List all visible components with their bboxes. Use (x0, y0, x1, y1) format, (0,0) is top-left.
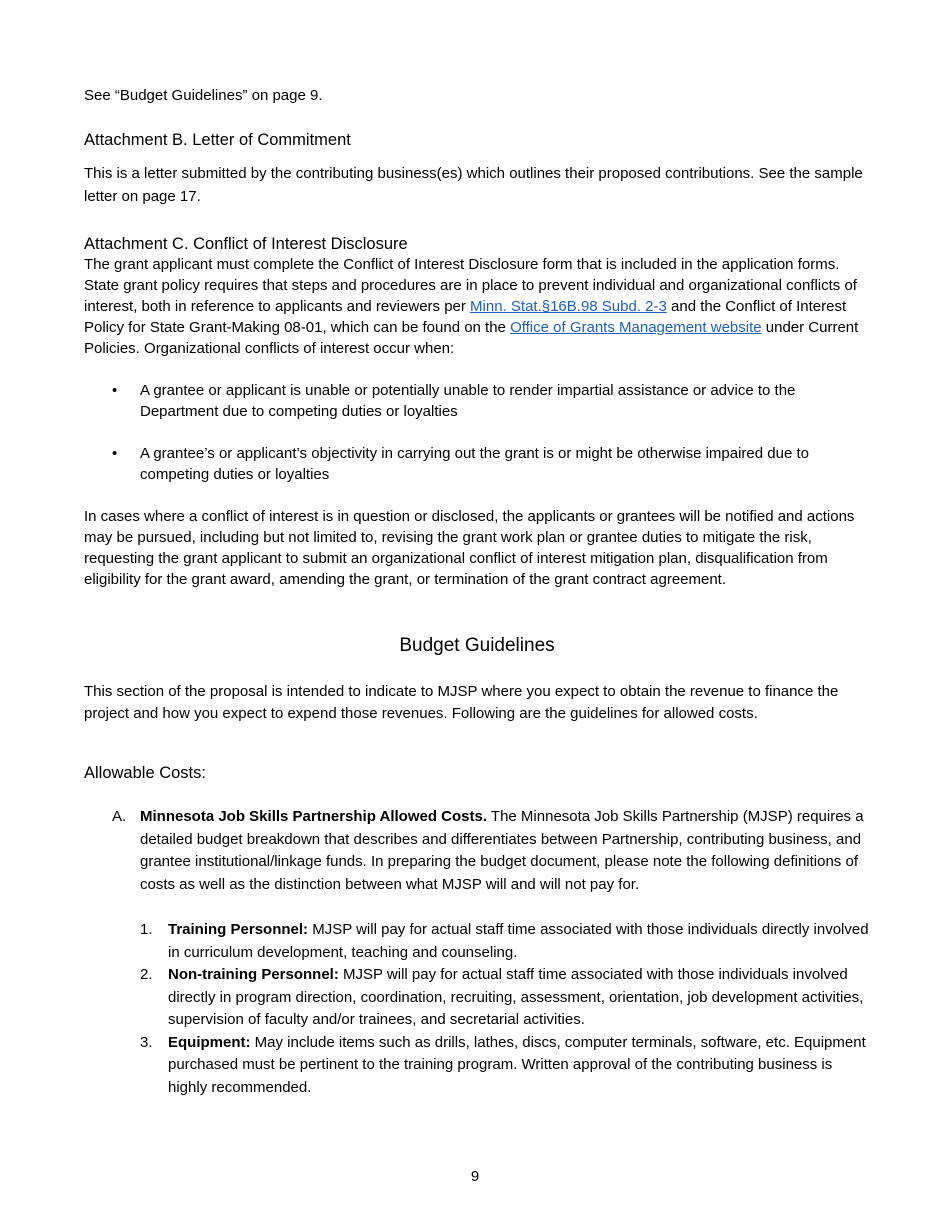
minn-stat-link[interactable]: Minn. Stat.§16B.98 Subd. 2-3 (470, 298, 667, 315)
budget-intro: This section of the proposal is intended to indicate to MJSP where you expect to obtain the revenue to finance the project and how you expect to expend those revenues. Following are the guidelines for allowed costs. (84, 683, 839, 722)
page-body (84, 85, 870, 1099)
attachment-b-body: This is a letter submitted by the contributing business(es) which outlines their proposed contributions. See the sample letter on page 17. (84, 165, 863, 205)
bullet-item: • A grantee or applicant is unable or potentially unable to render impartial assistance or advice to the Department due to competing duties or loyalties (112, 382, 796, 420)
conflict-closing-paragraph: In cases where a conflict of interest is in question or disclosed, the applicants or grantees will be notified and actions may be pursued, including but not limited to, revising the grant work plan or grantee duties to mitigate the risk, requesting the grant applicant to submit an organizational conflict of interest mitigation plan, disqualification from eligibility for the grant award, amending the grant, or termination of the grant contract agreement. (84, 508, 855, 588)
numbered-item-non-training-personnel: 2. Non-training Personnel: MJSP will pay for actual staff time associated with those individuals involved directly in program direction, coordination, recruiting, assessment, orientation, job development activities, supervision of faculty and/or trainees, and secretarial activities. (140, 966, 864, 1028)
allowable-costs-heading: Allowable Costs: (84, 764, 206, 782)
bullet-item: • A grantee’s or applicant’s objectivity in carrying out the grant is or might be otherwise impaired due to competing duties or loyalties (112, 445, 809, 483)
intro-line: See “Budget Guidelines” on page 9. (84, 87, 323, 104)
page-number: 9 (470, 1168, 480, 1185)
numbered-item-training-personnel: 1. Training Personnel: MJSP will pay for actual staff time associated with those individuals directly involved in curriculum development, teaching and counseling. (140, 921, 869, 961)
attachment-c-heading: Attachment C. Conflict of Interest Disclosure (84, 235, 408, 253)
attachment-c-body: The grant applicant must complete the Conflict of Interest Disclosure form that is included in the application forms. State grant policy requires that steps and procedures are in place to prevent individual and organizational conflicts of interest, both in reference to applicants and reviewers per Minn. Stat.§16B.98 Subd. 2-3 and the Conflict of Interest Policy for State Grant-Making 08-01, which can be found on the Office of Grants Management website under Current Policies. Organizational conflicts of interest occur when: (84, 256, 859, 357)
list-marker: 2. (140, 966, 153, 983)
attachment-b-heading: Attachment B. Letter of Commitment (84, 131, 351, 149)
list-marker: 1. (140, 921, 153, 938)
allowed-costs-item: A. Minnesota Job Skills Partnership Allowed Costs. The Minnesota Job Skills Partnership (MJSP) requires a detailed budget breakdown that describes and differentiates between Partnership, contributing business, and grantee institutional/linkage funds. In preparing the budget document, please note the following definitions of costs as well as the distinction between what MJSP will and will not pay for. (112, 808, 864, 893)
numbered-item-equipment: 3. Equipment: May include items such as drills, lathes, discs, computer terminals, software, etc. Equipment purchased must be pertinent to the training program. Written approval of the contributing business is highly recommended. (140, 1033, 866, 1096)
budget-guidelines-title: Budget Guidelines (399, 635, 555, 656)
bullet-icon: • (112, 382, 118, 399)
bullet-icon: • (112, 445, 118, 462)
list-marker: A. (112, 808, 127, 825)
list-marker: 3. (140, 1033, 153, 1051)
allowed-costs-title: Minnesota Job Skills Partnership Allowed Costs. (140, 808, 488, 825)
office-of-grants-management-link[interactable]: Office of Grants Management website (510, 319, 762, 336)
